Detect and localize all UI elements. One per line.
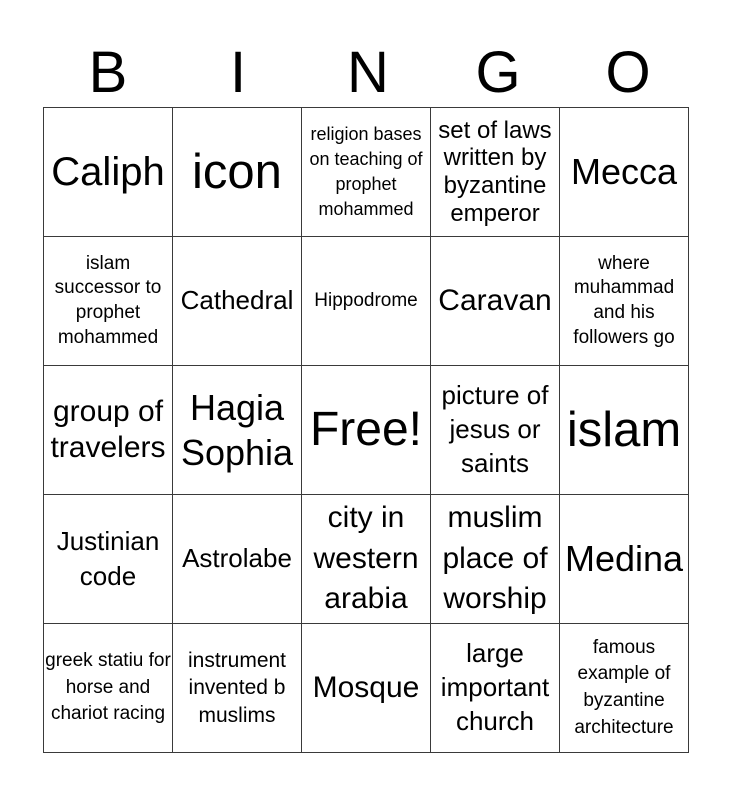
bingo-cell[interactable]	[560, 495, 689, 624]
cell-text: Medina	[564, 538, 684, 580]
header-letter-b: B	[88, 40, 128, 105]
header-letter-i: I	[229, 40, 247, 105]
cell-text: group of travelers	[50, 395, 166, 464]
bingo-cell[interactable]	[560, 237, 689, 366]
bingo-cell[interactable]	[560, 108, 689, 237]
bingo-cell[interactable]	[173, 108, 302, 237]
bingo-cell[interactable]	[302, 624, 431, 753]
cell-text: icon	[192, 144, 282, 199]
cell-text: set of laws written by byzantine emperor	[438, 116, 552, 227]
cell-text: instrument invented b muslims	[187, 649, 287, 727]
cell-text: Astrolabe	[182, 543, 292, 574]
cell-text: city in western arabia	[313, 501, 419, 616]
cell-text: Hippodrome	[314, 289, 418, 311]
bingo-cell[interactable]	[302, 366, 431, 495]
board-row	[44, 624, 689, 753]
bingo-cell[interactable]	[44, 108, 173, 237]
cell-text: Caliph	[51, 150, 165, 194]
cell-text: Justinian code	[56, 525, 160, 591]
board-row	[44, 366, 689, 495]
cell-text: Hagia Sophia	[180, 387, 294, 473]
bingo-cell[interactable]	[560, 366, 689, 495]
cell-text: islam successor to prophet mohammed	[54, 252, 162, 348]
bingo-cell[interactable]	[302, 108, 431, 237]
cell-text: muslim place of worship	[442, 501, 548, 616]
bingo-cell[interactable]	[44, 624, 173, 753]
bingo-cell[interactable]	[44, 366, 173, 495]
cell-text: Mosque	[312, 671, 420, 704]
header-letter-n: N	[347, 40, 389, 105]
bingo-cell[interactable]	[302, 495, 431, 624]
bingo-cell[interactable]	[431, 624, 560, 753]
bingo-cell[interactable]	[44, 237, 173, 366]
cell-text: greek statiu for horse and chariot racing	[45, 650, 171, 725]
header-letter-g: G	[475, 40, 521, 105]
bingo-cell[interactable]	[44, 495, 173, 624]
bingo-cell[interactable]	[431, 237, 560, 366]
bingo-cell[interactable]	[560, 624, 689, 753]
cell-text: Mecca	[570, 151, 678, 193]
bingo-cell[interactable]	[173, 237, 302, 366]
cell-text: where muhammad and his followers go	[573, 252, 675, 348]
header-letter-o: O	[605, 40, 651, 105]
cell-text: Caravan	[438, 284, 552, 317]
board-row	[44, 495, 689, 624]
board-row	[44, 237, 689, 366]
bingo-cell[interactable]	[431, 495, 560, 624]
bingo-cell[interactable]	[302, 237, 431, 366]
bingo-cell[interactable]	[431, 366, 560, 495]
cell-text: picture of jesus or saints	[441, 380, 549, 478]
bingo-header	[43, 40, 693, 106]
cell-text: large important church	[440, 638, 550, 736]
cell-text: Cathedral	[180, 285, 294, 316]
bingo-board	[43, 107, 689, 753]
board-row	[44, 108, 689, 237]
cell-text: Free!	[309, 403, 423, 456]
bingo-cell[interactable]	[173, 495, 302, 624]
bingo-cell[interactable]	[173, 366, 302, 495]
bingo-cell[interactable]	[431, 108, 560, 237]
cell-text: islam	[566, 402, 682, 457]
cell-text: famous example of byzantine architecture	[574, 636, 674, 738]
cell-text: religion bases on teaching of prophet mohammed	[309, 123, 423, 220]
bingo-cell[interactable]	[173, 624, 302, 753]
